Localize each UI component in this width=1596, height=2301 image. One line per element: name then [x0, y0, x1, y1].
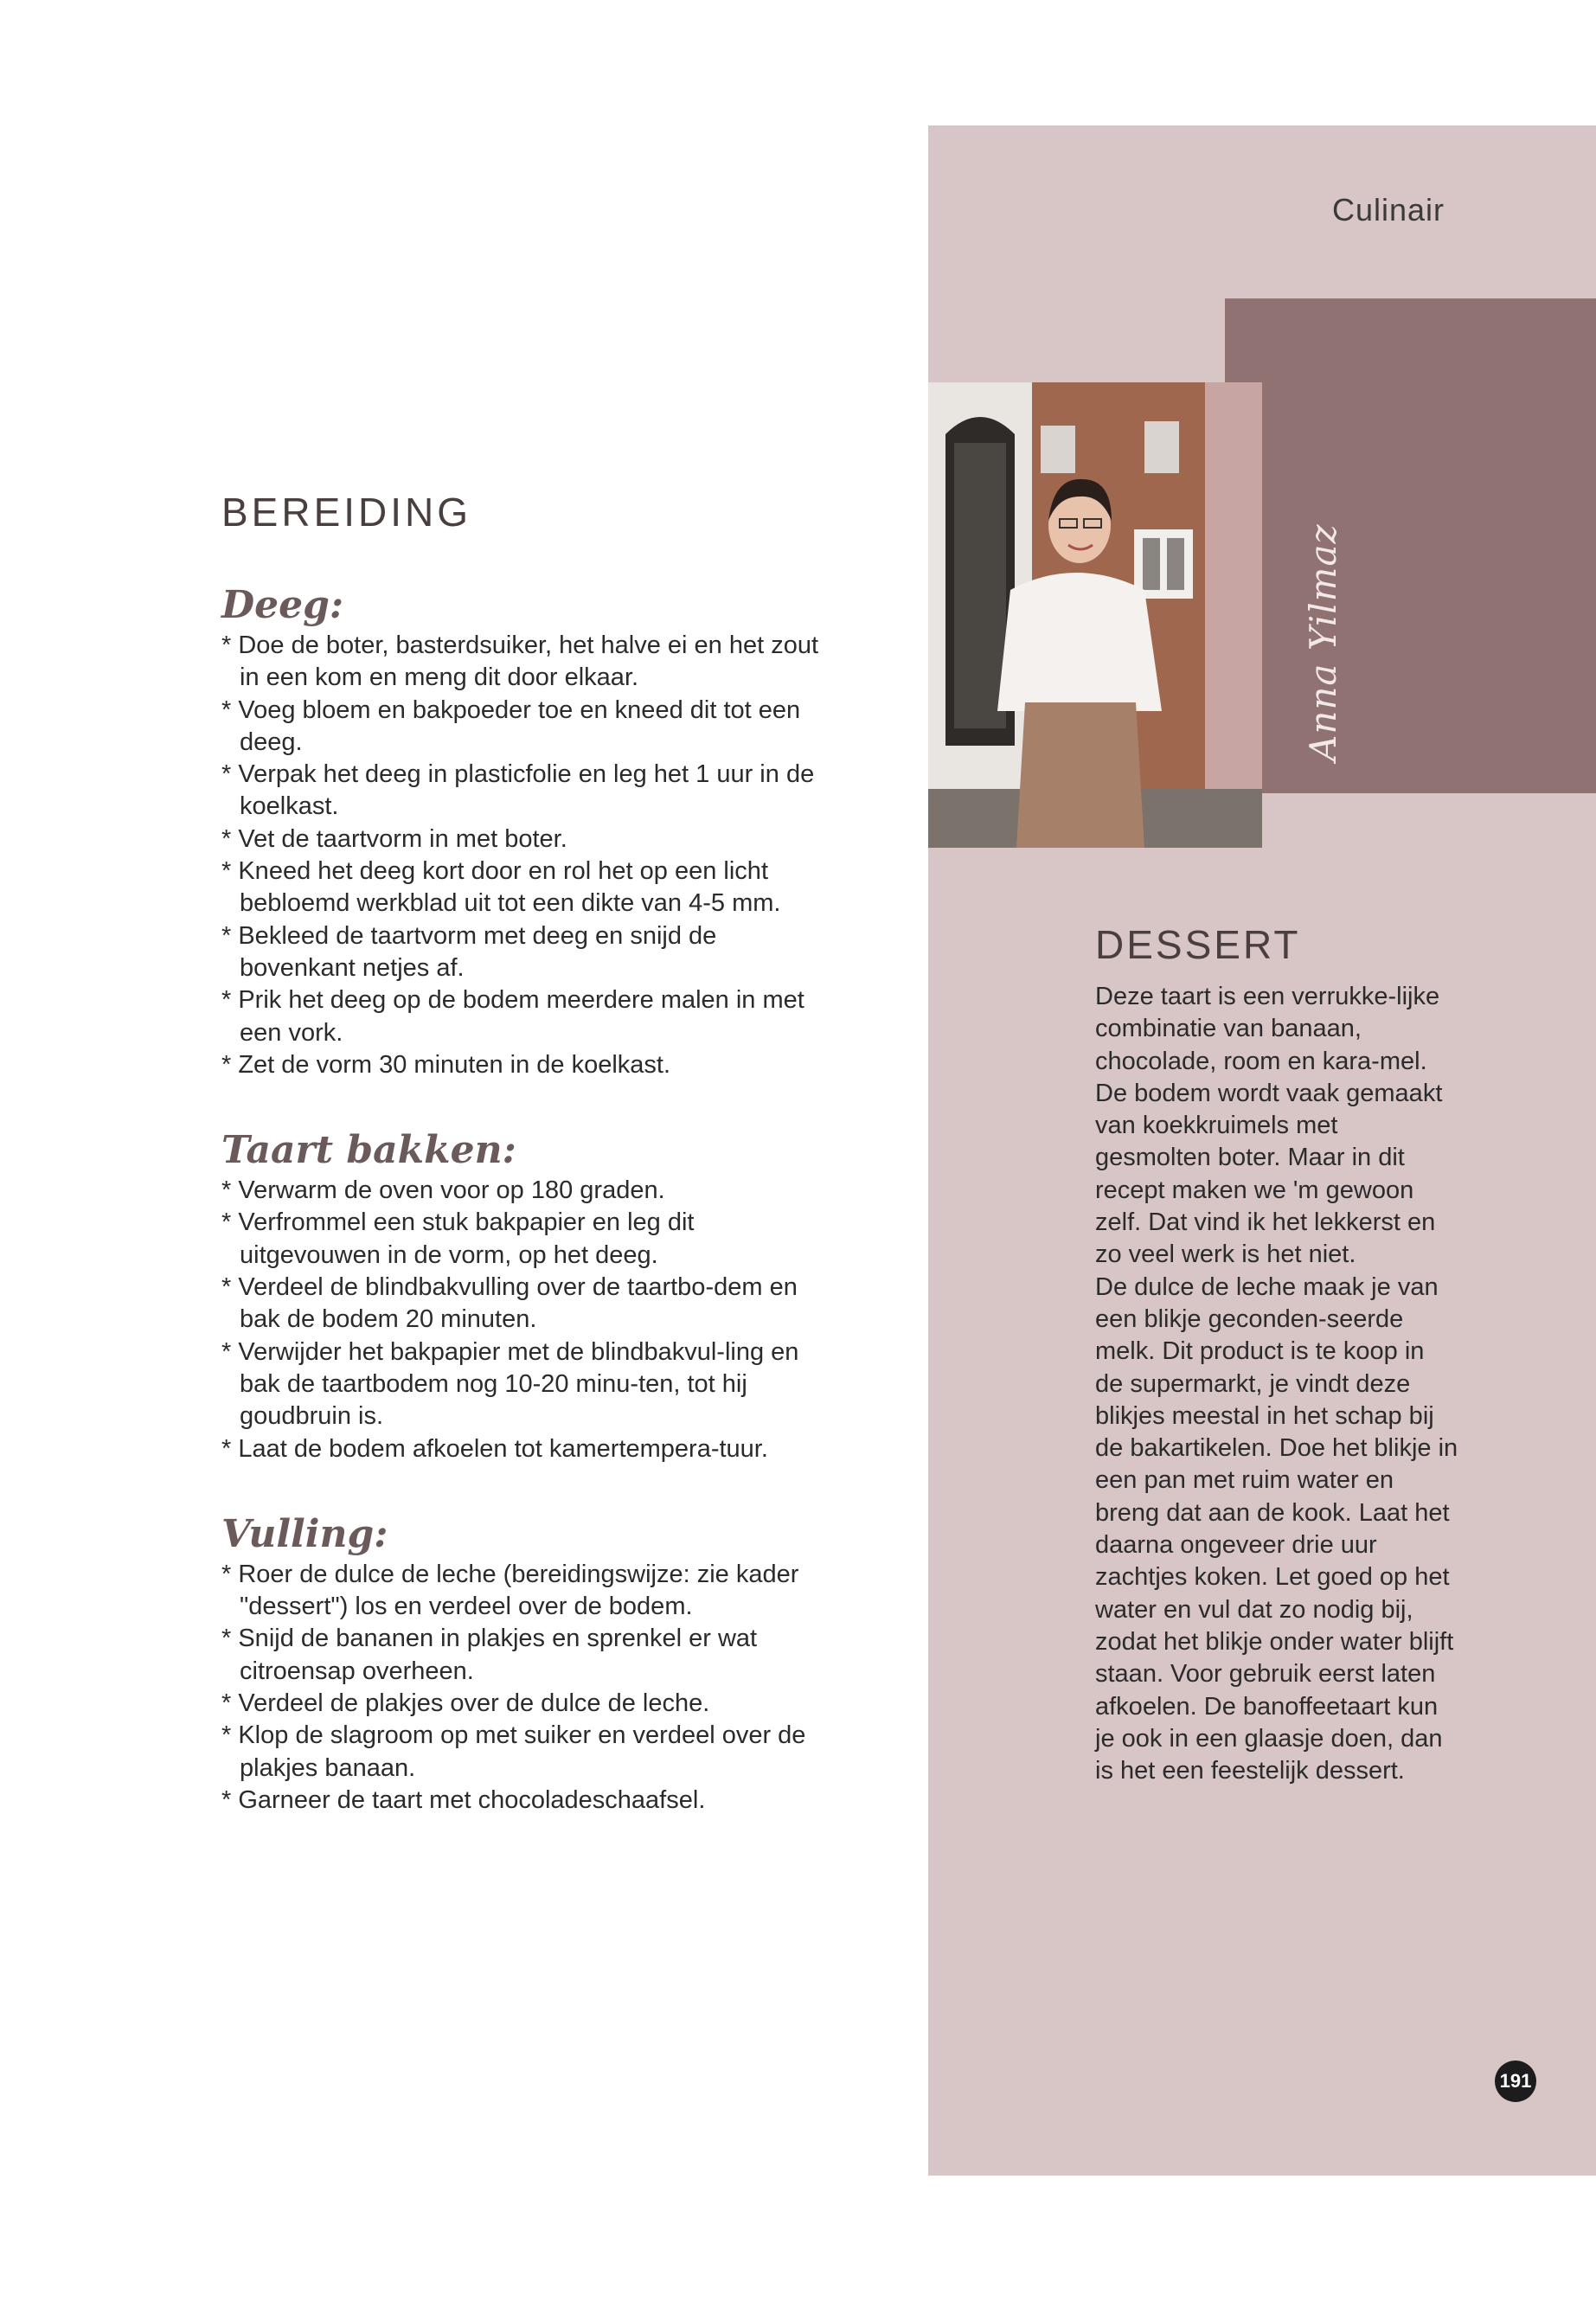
list-item: * Doe de boter, basterdsuiker, het halve ei en het zout in een kom en meng dit door elkaar. — [221, 630, 827, 695]
list-item: * Garneer de taart met chocoladeschaafsel. — [221, 1785, 827, 1817]
list-item: * Verdeel de plakjes over de dulce de leche. — [221, 1688, 827, 1720]
author-photo — [928, 382, 1262, 848]
section-title: Taart bakken: — [221, 1128, 516, 1173]
list-item: * Verpak het deeg in plasticfolie en leg het 1 uur in de koelkast. — [221, 759, 827, 824]
page-number: 191 — [1495, 2061, 1536, 2102]
list-item: * Verwijder het bakpapier met de blindbakvul-ling en bak de taartbodem nog 10-20 minu-ten, tot hij goudbruin is. — [221, 1336, 827, 1433]
instructions — [221, 581, 827, 1862]
list-item: * Snijd de bananen in plakjes en sprenkel er wat citroensap overheen. — [221, 1623, 827, 1688]
list-item: * Verwarm de oven voor op 180 graden. — [221, 1175, 827, 1207]
section-deeg — [221, 581, 827, 1081]
list-item: * Zet de vorm 30 minuten in de koelkast. — [221, 1049, 827, 1081]
section-taart-bakken — [221, 1126, 827, 1465]
step-list — [221, 1559, 827, 1817]
author-name: Anna Yilmaz — [1302, 523, 1344, 761]
list-item: * Vet de taartvorm in met boter. — [221, 824, 827, 856]
list-item: * Klop de slagroom op met suiker en verdeel over de plakjes banaan. — [221, 1720, 827, 1785]
bereiding-heading: BEREIDING — [221, 490, 472, 535]
dessert-paragraph: De dulce de leche maak je van een blikje geconden-seerde melk. Dit product is te koop in de supermarkt, je vindt deze blikjes meestal in het schap bij de bakartikelen. Doe het blikje in een pan met ruim water en breng dat aan de kook. Laat het daarna ongeveer drie uur zachtjes koken. Let goed op het water en vul dat zo nodig bij, zodat het blikje onder water blijft staan. Voor gebruik eerst laten afkoelen. De banoffeetaart kun je ook in een glaasje doen, dan is het een feestelijk dessert. — [1095, 1272, 1458, 1785]
list-item: * Roer de dulce de leche (bereidingswijze: zie kader "dessert") los en verdeel over de bodem. — [221, 1559, 827, 1624]
list-item: * Laat de bodem afkoelen tot kamertempera-tuur. — [221, 1433, 827, 1465]
dessert-text — [1095, 981, 1458, 1787]
list-item: * Bekleed de taartvorm met deeg en snijd de bovenkant netjes af. — [221, 920, 827, 985]
step-list — [221, 1175, 827, 1465]
list-item: * Kneed het deeg kort door en rol het op een licht bebloemd werkblad uit tot een dikte van 4-5 mm. — [221, 856, 827, 920]
dessert-heading: DESSERT — [1095, 922, 1301, 967]
category-label: Culinair — [1332, 192, 1445, 228]
list-item: * Verfrommel een stuk bakpapier en leg dit uitgevouwen in de vorm, op het deeg. — [221, 1207, 827, 1272]
list-item: * Verdeel de blindbakvulling over de taartbo-dem en bak de bodem 20 minuten. — [221, 1272, 827, 1336]
section-title: Deeg: — [221, 583, 344, 627]
section-title: Vulling: — [221, 1511, 388, 1556]
author-block — [1225, 298, 1596, 793]
list-item: * Voeg bloem en bakpoeder toe en kneed dit tot een deeg. — [221, 695, 827, 760]
dessert-paragraph: Deze taart is een verrukke-lijke combinatie van banaan, chocolade, room en kara-mel. De bodem wordt vaak gemaakt van koekkruimels met gesmolten boter. Maar in dit recept maken we 'm gewoon zelf. Dat vind ik het lekkerst en zo veel werk is het niet. — [1095, 983, 1443, 1269]
section-vulling — [221, 1510, 827, 1817]
list-item: * Prik het deeg op de bodem meerdere malen in met een vork. — [221, 984, 827, 1049]
step-list — [221, 630, 827, 1081]
